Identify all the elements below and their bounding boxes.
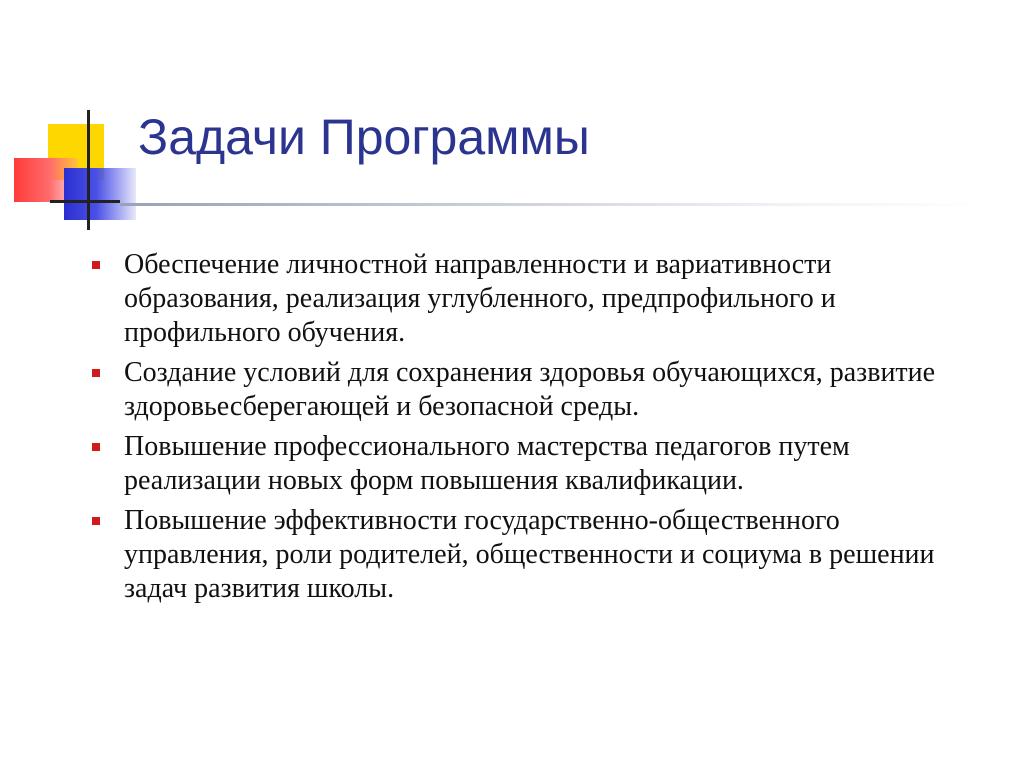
bullet-square-icon: [92, 517, 100, 525]
title-underline: [120, 203, 990, 206]
bullet-list: [88, 248, 938, 612]
bullet-item: [88, 504, 938, 606]
slide-title: Задачи Программы: [138, 109, 590, 165]
horizontal-line: [50, 200, 120, 203]
bullet-item: [88, 430, 938, 498]
bullet-item: [88, 356, 938, 424]
bullet-item: [88, 248, 938, 350]
blue-square: [64, 168, 136, 220]
vertical-line: [87, 110, 90, 230]
bullet-square-icon: [92, 261, 100, 269]
bullet-text: Повышение эффективности государственно-общественного управления, роли родителей, общественности и социума в решении задач развития школы.: [124, 505, 935, 604]
bullet-square-icon: [92, 369, 100, 377]
bullet-text: Обеспечение личностной направленности и вариативности образования, реализация углубленного, предпрофильного и профильного обучения.: [124, 249, 836, 348]
bullet-square-icon: [92, 443, 100, 451]
bullet-text: Повышение профессионального мастерства педагогов путем реализации новых форм повышения квалификации.: [124, 431, 850, 496]
bullet-text: Создание условий для сохранения здоровья обучающихся, развитие здоровьесберегающей и безопасной среды.: [124, 357, 936, 422]
